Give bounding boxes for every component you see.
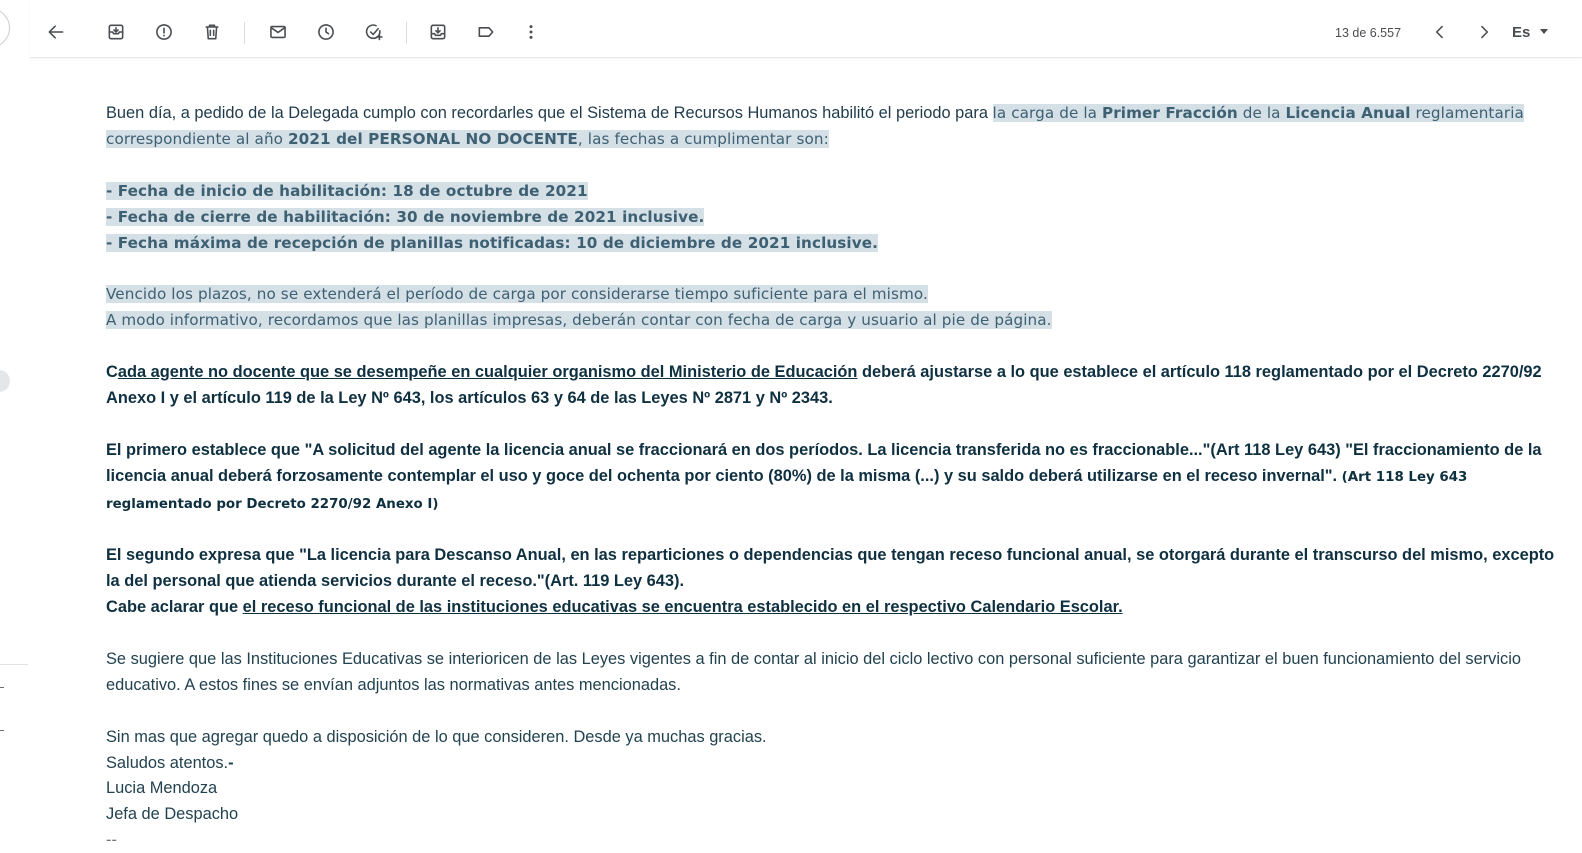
message-toolbar — [30, 0, 1582, 58]
archive-icon — [106, 22, 126, 42]
informative-note: A modo informativo, recordamos que las planillas impresas, deberán contar con fecha de carga y usuario al pie de página. — [106, 311, 1052, 330]
regulation-underlined-end: ducación — [785, 363, 858, 382]
move-to-button[interactable] — [422, 16, 454, 48]
date-end: - Fecha de cierre de habilitación: 30 de noviembre de 2021 inclusive. — [106, 207, 705, 226]
delete-button[interactable] — [196, 16, 228, 48]
deadline-note: Vencido los plazos, no se extenderá el período de carga por considerarse tiempo suficiente para el mismo. — [106, 285, 928, 304]
date-max-reception: - Fecha máxima de recepción de planillas notificadas: 10 de diciembre de 2021 inclusive. — [106, 233, 879, 252]
sidebar-avatar-edge[interactable] — [0, 8, 10, 48]
intro-highlight: , las fechas a cumplimentar son: — [577, 129, 829, 148]
second-article-text: El segundo expresa que "La licencia para Descanso Anual, en las reparticiones o dependencias que tengan receso funcional anual, se otorgará durante el transcurso del mismo, excepto la del personal que atienda servicios durante el receso."(Art. 119 Ley 643). — [106, 546, 1555, 591]
signature-separator: -- — [106, 831, 117, 850]
add-task-button[interactable] — [358, 16, 390, 48]
message-counter: 13 de 6.557 — [1335, 26, 1402, 40]
intro-text: Buen día, a pedido de la Delegada cumplo con recordarles que el Sistema de Recursos Humanos habilitó el periodo para — [106, 104, 993, 122]
clarification-underlined: el receso funcional de las instituciones educativas se encuentra establecido en el respectivo Calendario Escolar. — [242, 598, 1123, 617]
signature-name: Lucia Mendoza — [106, 779, 218, 798]
mark-unread-button[interactable] — [262, 16, 294, 48]
second-article-paragraph — [106, 543, 1566, 595]
caret-down-icon[interactable] — [1540, 29, 1548, 34]
chevron-right-icon — [1474, 22, 1494, 42]
intro-highlight-bold: Licencia Anual — [1285, 104, 1411, 122]
back-button[interactable] — [40, 16, 72, 48]
report-spam-button[interactable] — [148, 16, 180, 48]
clarification-text: Cabe aclarar que — [106, 598, 243, 617]
first-article-text: El primero establece que "A solicitud del agente la licencia anual se fraccionará en dos períodos. La licencia transferida no es fraccionable..."(Art 118 Ley 643) "El fraccionamiento de la licencia anual deberá forzosamente contemplar el uso y goce del ochenta por ciento (80%) de la misma (...) y su saldo deberá utilizarse en el receso invernal". — [106, 440, 1542, 485]
move-to-inbox-icon — [428, 22, 448, 42]
arrow-left-icon — [46, 22, 66, 42]
intro-highlight-bold: 2021 del PERSONAL NO DOCENTE — [288, 129, 578, 148]
sidebar-tick — [0, 730, 4, 731]
toolbar-separator — [406, 22, 407, 44]
greeting-line — [106, 751, 1566, 777]
clock-icon — [316, 22, 336, 42]
first-article-paragraph — [106, 438, 1566, 518]
more-vert-icon — [521, 22, 541, 42]
intro-paragraph — [106, 101, 1566, 153]
trash-icon — [202, 22, 222, 42]
intro-highlight-bold: Primer Fracción — [1101, 104, 1238, 122]
older-button[interactable] — [1468, 16, 1500, 48]
label-icon — [476, 22, 496, 42]
mail-icon — [268, 22, 288, 42]
chevron-left-icon — [1430, 22, 1450, 42]
date-start: - Fecha de inicio de habilitación: 18 de octubre de 2021 — [106, 181, 588, 200]
closing-line: Sin mas que agregar quedo a disposición de lo que consideren. Desde ya muchas gracias. — [106, 727, 767, 746]
first-article-reference: (Art 118 Ley 643 reglamentado por Decreto 2270/92 Anexo I) — [106, 469, 1468, 512]
sidebar-tick — [0, 687, 4, 688]
greeting-text: Saludos atentos. — [106, 753, 229, 772]
regulation-paragraph — [106, 360, 1566, 412]
greeting-dash: - — [228, 753, 234, 772]
clarification-line — [106, 595, 1566, 621]
intro-highlight: de la — [1237, 104, 1286, 122]
newer-button[interactable] — [1424, 16, 1456, 48]
labels-button[interactable] — [470, 16, 502, 48]
intro-highlight: reglamentaria correspondiente al año — [106, 104, 1524, 148]
regulation-initial: C — [106, 363, 118, 382]
regulation-text: deberá ajustarse a lo que establece el artículo 118 reglamentado por el Decreto 2270/92 Anexo I y el artículo 119 de la Ley Nº 643, los artículos 63 y 64 de las Leyes Nº 2871 y Nº 2343. — [106, 363, 1542, 407]
signature-role: Jefa de Despacho — [106, 805, 239, 824]
sidebar-scroll-handle[interactable] — [0, 370, 10, 392]
archive-button[interactable] — [100, 16, 132, 48]
message-body — [106, 101, 1566, 853]
add-task-icon — [364, 22, 384, 42]
snooze-button[interactable] — [310, 16, 342, 48]
intro-highlight: la carga de la — [992, 104, 1102, 122]
sidebar-divider — [0, 664, 28, 665]
regulation-underlined: ada agente no docente que se desempeñe en cualquier organismo del Ministerio de E — [117, 363, 786, 382]
input-language-selector[interactable]: Es — [1512, 24, 1531, 41]
report-icon — [154, 22, 174, 42]
toolbar-separator — [244, 22, 245, 44]
suggestion-paragraph: Se sugiere que las Instituciones Educativas se interioricen de las Leyes vigentes a fin de contar al inicio del ciclo lectivo con personal suficiente para garantizar el buen funcionamiento del servicio educativo. A estos fines se envían adjuntos las normativas antes mencionadas. — [106, 649, 1521, 694]
more-button[interactable] — [515, 16, 547, 48]
